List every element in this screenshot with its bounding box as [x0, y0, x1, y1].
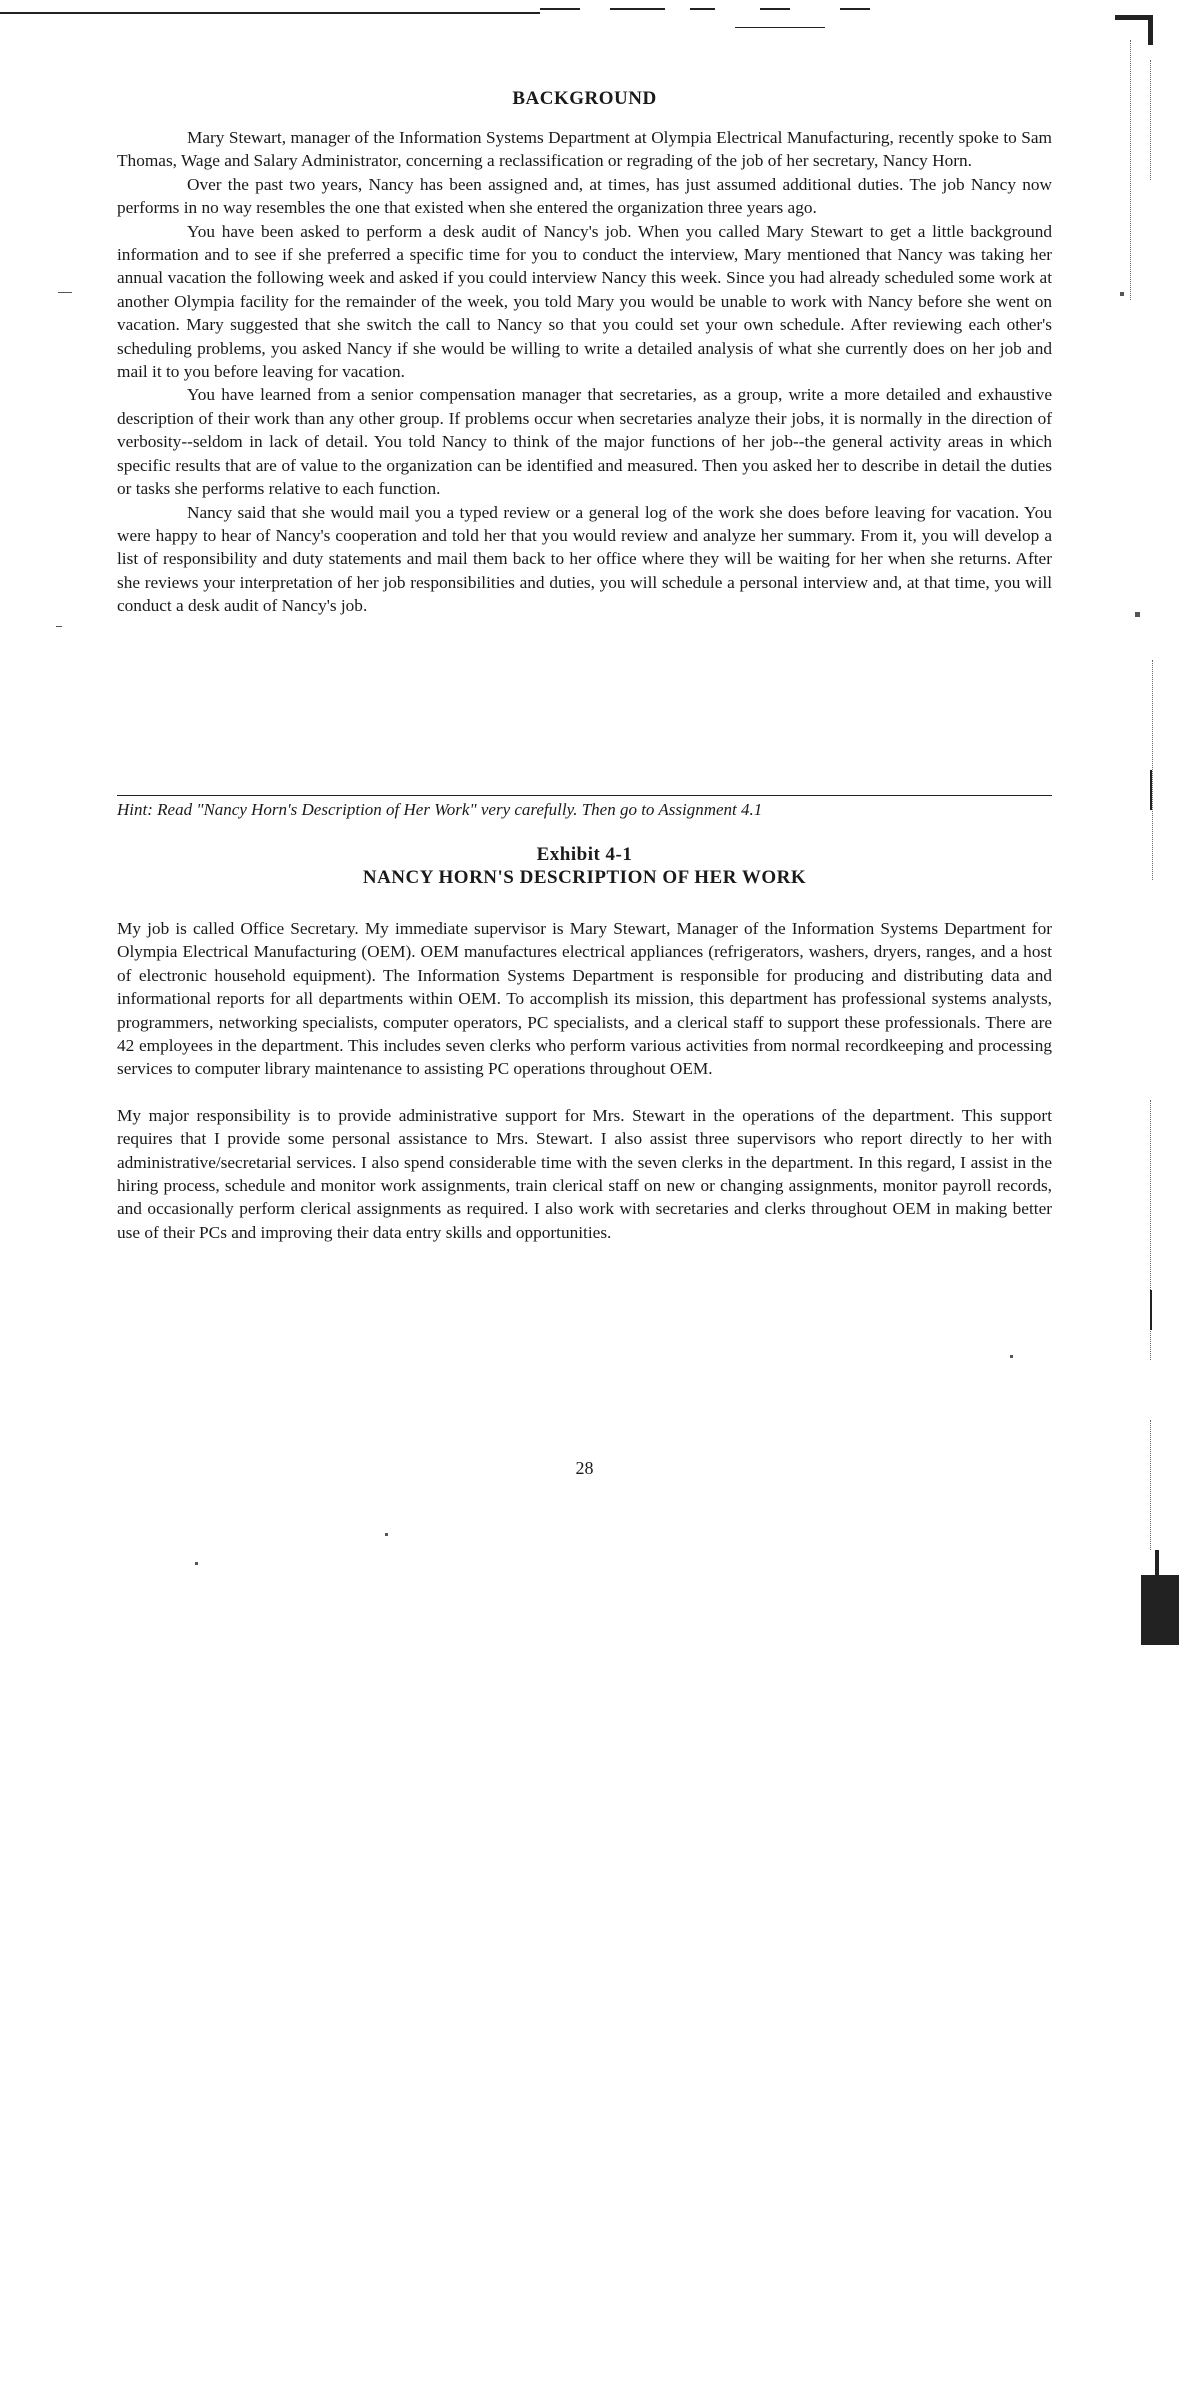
scan-speck: [58, 292, 72, 293]
scan-black-bar: [1141, 1575, 1179, 1645]
scan-black-bar: [1155, 1550, 1159, 1578]
scan-speck: [1010, 1355, 1013, 1358]
background-paragraph: You have learned from a senior compensation manager that secretaries, as a group, write a more detailed and exhaustive description of their work than any other group. If problems occur when secretaries analyze their jobs, it is normally in the direction of verbosity--seldom in lack of detail. You told Nancy to think of the major functions of her job--the general activity areas in which specific results that are of value to the organization can be identified and measured. Then you asked her to describe in detail the duties or tasks she performs relative to each function.: [117, 385, 1052, 499]
scan-rule-top: [610, 8, 665, 10]
hint-note: Hint: Read "Nancy Horn's Description of Her Work" very carefully. Then go to Assignment 4.1: [117, 800, 763, 819]
scan-rule-top: [760, 8, 790, 10]
background-paragraph: You have been asked to perform a desk audit of Nancy's job. When you called Mary Stewart to get a little background information and to see if she preferred a specific time for you to conduct the interview, Mary mentioned that Nancy was taking her annual vacation the following week and asked if you could interview Nancy this week. Since you had already scheduled some work at another Olympia facility for the remainder of the week, you told Mary you would be unable to work with Nancy before she went on vacation. Mary suggested that she switch the call to Nancy so that you could set your own schedule. After reviewing each other's scheduling problems, you asked Nancy if she would be willing to write a detailed analysis of what she currently does on her job and mail it to you before leaving for vacation.: [117, 221, 1052, 382]
scan-rule-top: [690, 8, 715, 10]
exhibit-paragraph: My job is called Office Secretary. My immediate supervisor is Mary Stewart, Manager of the Information Systems Department for Olympia Electrical Manufacturing (OEM). OEM manufactures electrical appliances (refrigerators, washers, dryers, ranges, and a host of electronic household equipment). The Information Systems Department is responsible for producing and distributing data and informational reports for all departments within OEM. To accomplish its mission, this department has professional systems analysts, programmers, networking specialists, computer operators, PC specialists, and a clerical staff to support these professionals. There are 42 employees in the department. This includes seven clerks who perform various activities from normal recordkeeping and processing services to computer library maintenance to assisting PC operations throughout OEM.: [117, 919, 1052, 1079]
scan-edge-dots: [1150, 60, 1151, 180]
scan-speck: [385, 1533, 388, 1536]
scan-speck: [195, 1562, 198, 1565]
scan-edge-line: [1150, 770, 1152, 810]
scan-speck: [56, 626, 62, 627]
background-paragraph: Mary Stewart, manager of the Information Systems Department at Olympia Electrical Manufacturing, recently spoke to Sam Thomas, Wage and Salary Administrator, concerning a reclassification or regrading of the job of her secretary, Nancy Horn.: [117, 128, 1052, 171]
scan-speck: [1120, 292, 1124, 296]
scan-edge-dots: [1152, 660, 1153, 880]
background-paragraph: Nancy said that she would mail you a typed review or a general log of the work she does before leaving for vacation. You were happy to hear of Nancy's cooperation and told her that you would review and analyze her summary. From it, you will develop a list of responsibility and duty statements and mail them back to her office where they will be waiting for her when she returns. After she reviews your interpretation of her job responsibilities and duties, you will schedule a personal interview and, at that time, you will conduct a desk audit of Nancy's job.: [117, 502, 1052, 616]
exhibit-body: [117, 917, 1052, 1267]
exhibit-title: Exhibit 4-1: [536, 844, 633, 865]
scan-edge-dots: [1130, 40, 1131, 300]
scan-corner-mark: [1148, 15, 1153, 45]
scan-edge-line: [1150, 1290, 1152, 1330]
scan-rule-top: [735, 27, 825, 28]
scan-rule-top: [540, 8, 580, 10]
scan-rule-top: [840, 8, 870, 10]
exhibit-paragraph: My major responsibility is to provide administrative support for Mrs. Stewart in the operations of the department. This support requires that I provide some personal assistance to Mrs. Stewart. I also assist three supervisors who report directly to her with administrative/secretarial services. I also spend considerable time with the seven clerks in the department. In this regard, I assist in the hiring process, schedule and monitor work assignments, train clerical staff on new or changing assignments, monitor payroll records, and occasionally perform clerical assignments as required. I also work with secretaries and clerks throughout OEM in making better use of their PCs and improving their data entry skills and opportunities.: [117, 1105, 1052, 1242]
background-paragraph: Over the past two years, Nancy has been assigned and, at times, has just assumed additional duties. The job Nancy now performs in no way resembles the one that existed when she entered the organization three years ago.: [117, 174, 1052, 218]
scan-edge-dots: [1150, 1420, 1151, 1550]
background-heading: BACKGROUND: [512, 88, 657, 109]
background-body: [117, 126, 1052, 618]
exhibit-subtitle: NANCY HORN'S DESCRIPTION OF HER WORK: [362, 867, 807, 888]
page-number: 28: [575, 1458, 594, 1478]
scan-rule-top: [0, 12, 540, 14]
hint-divider: [117, 795, 1052, 796]
scan-speck: [1135, 612, 1140, 617]
